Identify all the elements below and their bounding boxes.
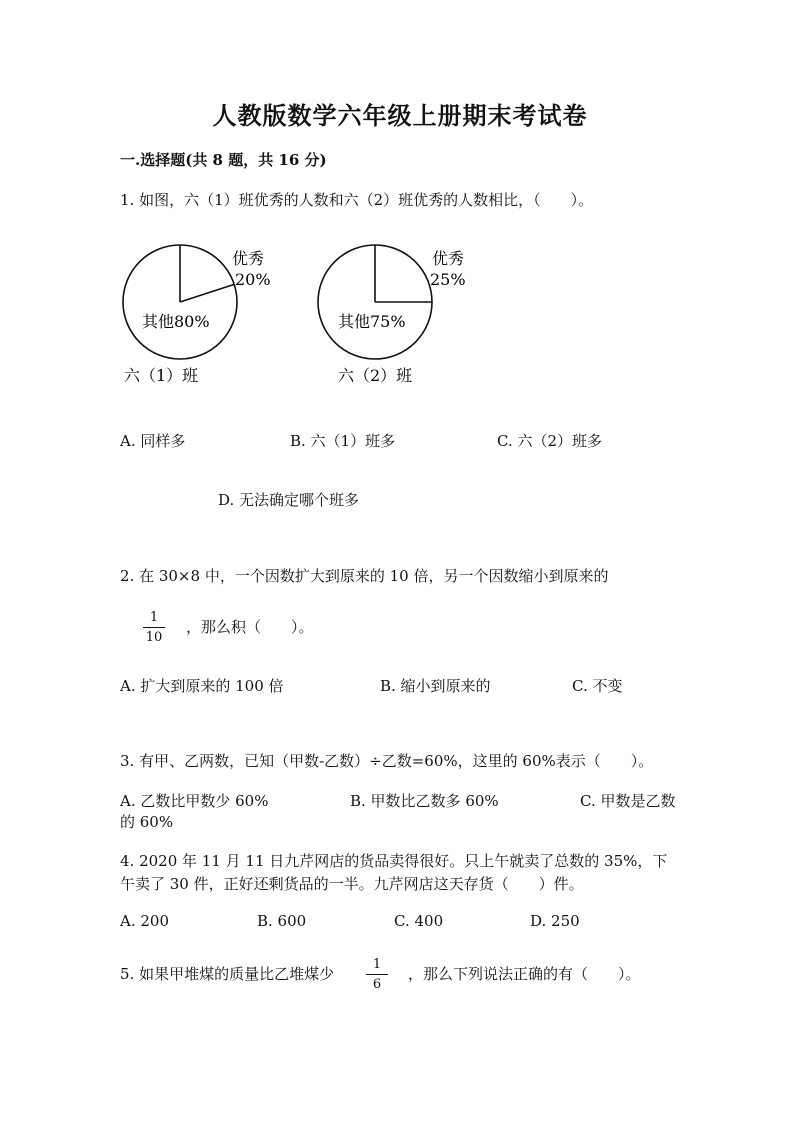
question-3-text: 3. 有甲、乙两数，已知（甲数-乙数）÷乙数=60%，这里的 60%表示（ ）。 (120, 752, 654, 770)
q3-option-b[interactable]: B. 甲数比乙数多 60% (350, 792, 499, 810)
question-1-text: 1. 如图，六（1）班优秀的人数和六（2）班优秀的人数相比，（ ）。 (120, 191, 594, 209)
pie-chart-class-1 (123, 245, 271, 385)
page-title: 人教版数学六年级上册期末考试卷 (212, 101, 588, 130)
pie-1-top-label: 优秀 (232, 249, 265, 268)
section-heading: 一.选择题(共 8 题，共 16 分) (120, 151, 327, 169)
q5-fraction-bar (366, 974, 388, 975)
question-4-line-2: 午卖了 30 件，正好还剩货品的一半。九芹网店这天存货（ ）件。 (120, 875, 584, 893)
q3-option-c-wrap: 的 60% (120, 813, 174, 831)
pie-2-main-label: 其他75% (338, 312, 406, 331)
pie-2-top-label: 优秀 (432, 249, 465, 268)
q4-option-b[interactable]: B. 600 (257, 912, 307, 930)
q4-option-c[interactable]: C. 400 (394, 912, 444, 930)
question-5-text-2: ，那么下列说法正确的有（ ）。 (408, 965, 641, 983)
question-5-text: 5. 如果甲堆煤的质量比乙堆煤少 (120, 965, 335, 983)
q5-fraction-denominator: 6 (372, 977, 382, 992)
pie-2-top-value: 25% (430, 270, 466, 289)
q5-fraction (366, 957, 388, 992)
pie-chart-class-2 (318, 245, 466, 385)
q4-option-d[interactable]: D. 250 (530, 912, 580, 930)
q2-option-b[interactable]: B. 缩小到原来的 (380, 677, 491, 695)
q2-fraction-denominator: 10 (145, 630, 163, 645)
q2-fraction (143, 610, 165, 645)
q5-fraction-numerator: 1 (372, 957, 382, 972)
q2-fraction-numerator: 1 (149, 610, 159, 625)
pie-1-main-label: 其他80% (142, 312, 210, 331)
question-4-line-1: 4. 2020 年 11 月 11 日九芹网店的货品卖得很好。只上午就卖了总数的 35%，下 (120, 852, 668, 870)
q2-option-c[interactable]: C. 不变 (572, 677, 623, 695)
q4-option-a[interactable]: A. 200 (120, 912, 169, 930)
pie-1-top-value: 20% (235, 270, 271, 289)
pie-2-caption: 六（2）班 (338, 366, 413, 385)
q3-option-a[interactable]: A. 乙数比甲数少 60% (120, 792, 269, 810)
q2-option-a[interactable]: A. 扩大到原来的 100 倍 (120, 677, 284, 695)
q1-option-a[interactable]: A. 同样多 (120, 432, 186, 450)
pie-1-caption: 六（1）班 (124, 366, 199, 385)
q1-pie-charts (112, 238, 466, 388)
q1-option-c[interactable]: C. 六（2）班多 (497, 432, 603, 450)
question-2-text-2: ，那么积（ ）。 (186, 618, 314, 636)
q3-option-c[interactable]: C. 甲数是乙数 (580, 792, 676, 810)
q2-fraction-bar (143, 627, 165, 628)
q1-option-d[interactable]: D. 无法确定哪个班多 (218, 491, 360, 509)
q1-option-b[interactable]: B. 六（1）班多 (290, 432, 396, 450)
question-2-text: 2. 在 30×8 中，一个因数扩大到原来的 10 倍，另一个因数缩小到原来的 (120, 567, 609, 585)
pie-1-slice-line-b (180, 284, 234, 302)
